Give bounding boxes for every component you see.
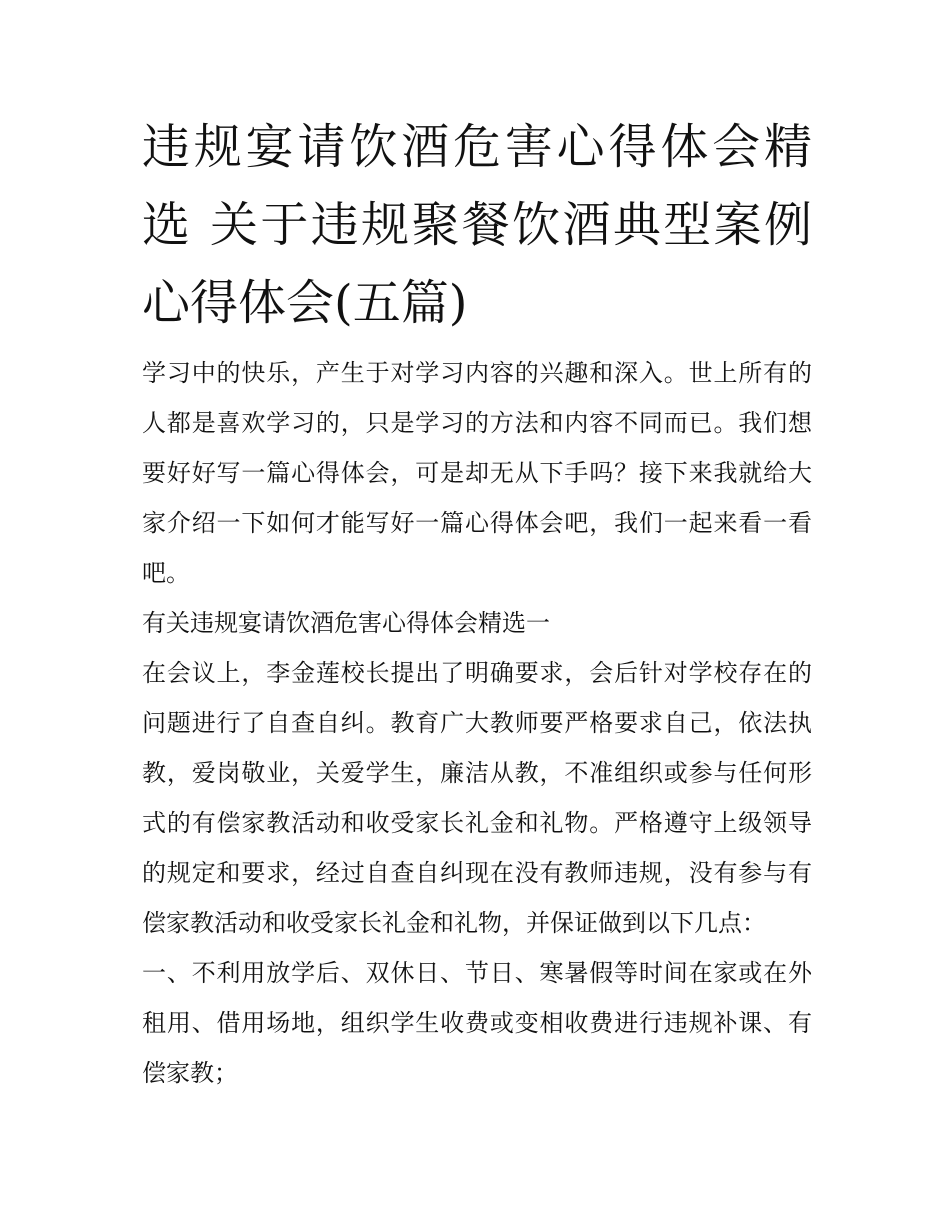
title-block bbox=[142, 108, 812, 342]
body-paragraph-2: 一、不利用放学后、双休日、节日、寒暑假等时间在家或在外租用、借用场地，组织学生收费或变相收费进行违规补课、有偿家教； bbox=[142, 959, 812, 1087]
body-paragraph-1: 在会议上，李金莲校长提出了明确要求，会后针对学校存在的问题进行了自查自纠。教育广大教师要严格要求自己，依法执教，爱岗敬业，关爱学生，廉洁从教，不准组织或参与任何形式的有偿家教活动和收受家长礼金和礼物。严格遵守上级领导的规定和要求，经过自查自纠现在没有教师违规，没有参与有偿家教活动和收受家长礼金和礼物，并保证做到以下几点： bbox=[142, 659, 812, 937]
document-title: 违规宴请饮酒危害心得体会精选 关于违规聚餐饮酒典型案例心得体会(五篇) bbox=[142, 119, 812, 331]
document-body bbox=[142, 108, 812, 1098]
intro-paragraph: 学习中的快乐，产生于对学习内容的兴趣和深入。世上所有的人都是喜欢学习的，只是学习的方法和内容不同而已。我们想要好好写一篇心得体会，可是却无从下手吗？接下来我就给大家介绍一下如何才能写好一篇心得体会吧，我们一起来看一看吧。 bbox=[142, 359, 812, 587]
section-heading: 有关违规宴请饮酒危害心得体会精选一 bbox=[142, 609, 550, 637]
